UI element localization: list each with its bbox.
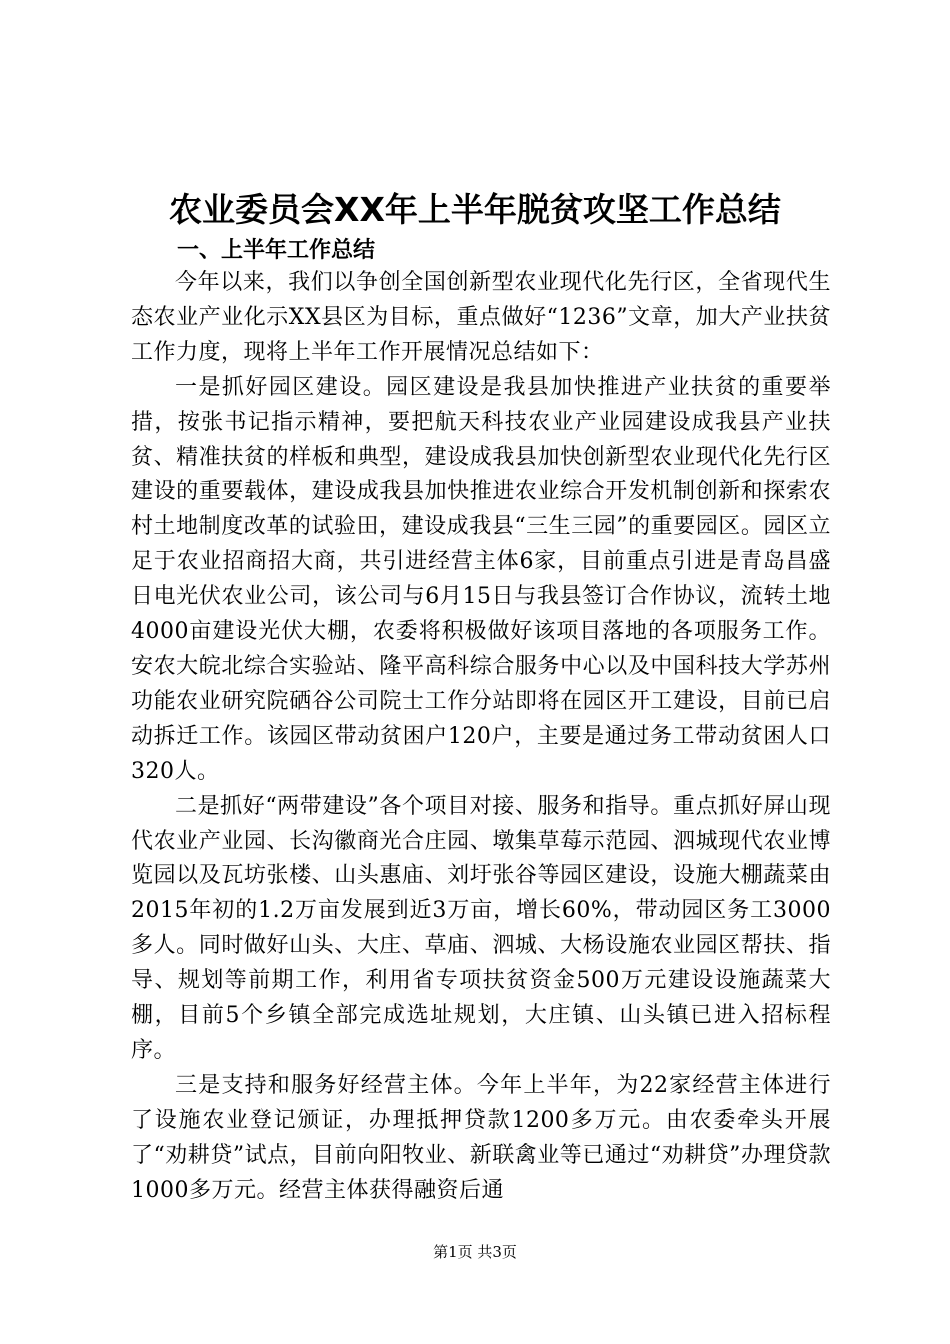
page-number-footer: 第1页 共3页 [433,1243,517,1261]
body-paragraph: 三是支持和服务好经营主体。今年上半年，为22家经营主体进行了设施农业登记颁证，办理抵押贷款1200多万元。由农委牵头开展了“劝耕贷”试点，目前向阳牧业、新联禽业等已通过“劝耕贷”办理贷款1000多万元。经营主体获得融资后通 [131,1072,831,1203]
body-paragraph: 一是抓好园区建设。园区建设是我县加快推进产业扶贫的重要举措，按张书记指示精神，要把航天科技农业产业园建设成我县产业扶贫、精准扶贫的样板和典型，建设成我县加快创新型农业现代化先行区建设的重要载体，建设成我县加快推进农业综合开发机制创新和探索农村土地制度改革的试验田，建设成我县“三生三园”的重要园区。园区立足于农业招商招大商，共引进经营主体6家，目前重点引进是青岛昌盛日电光伏农业公司，该公司与6月15日与我县签订合作协议，流转土地4000亩建设光伏大棚，农委将积极做好该项目落地的各项服务工作。安农大皖北综合实验站、隆平高科综合服务中心以及中国科技大学苏州功能农业研究院硒谷公司院士工作分站即将在园区开工建设，目前已启动拆迁工作。该园区带动贫困户120户，主要是通过务工带动贫困人口320人。 [131,374,831,784]
document-body [131,266,831,1208]
body-paragraph: 二是抓好“两带建设”各个项目对接、服务和指导。重点抓好屏山现代农业产业园、长沟徽商光合庄园、墩集草莓示范园、泗城现代农业博览园以及瓦坊张楼、山头惠庙、刘圩张谷等园区建设，设施大棚蔬菜由2015年初的1.2万亩发展到近3万亩，增长60%，带动园区务工3000多人。同时做好山头、大庄、草庙、泗城、大杨设施农业园区帮扶、指导、规划等前期工作，利用省专项扶贫资金500万元建设设施蔬菜大棚，目前5个乡镇全部完成选址规划，大庄镇、山头镇已进入招标程序。 [131,793,831,1063]
document-title: 农业委员会XX年上半年脱贫攻坚工作总结 [169,190,781,229]
body-paragraph: 今年以来，我们以争创全国创新型农业现代化先行区，全省现代生态农业产业化示XX县区为目标，重点做好“1236”文章，加大产业扶贫工作力度，现将上半年工作开展情况总结如下： [131,270,831,365]
section-heading: 一、上半年工作总结 [177,238,376,263]
